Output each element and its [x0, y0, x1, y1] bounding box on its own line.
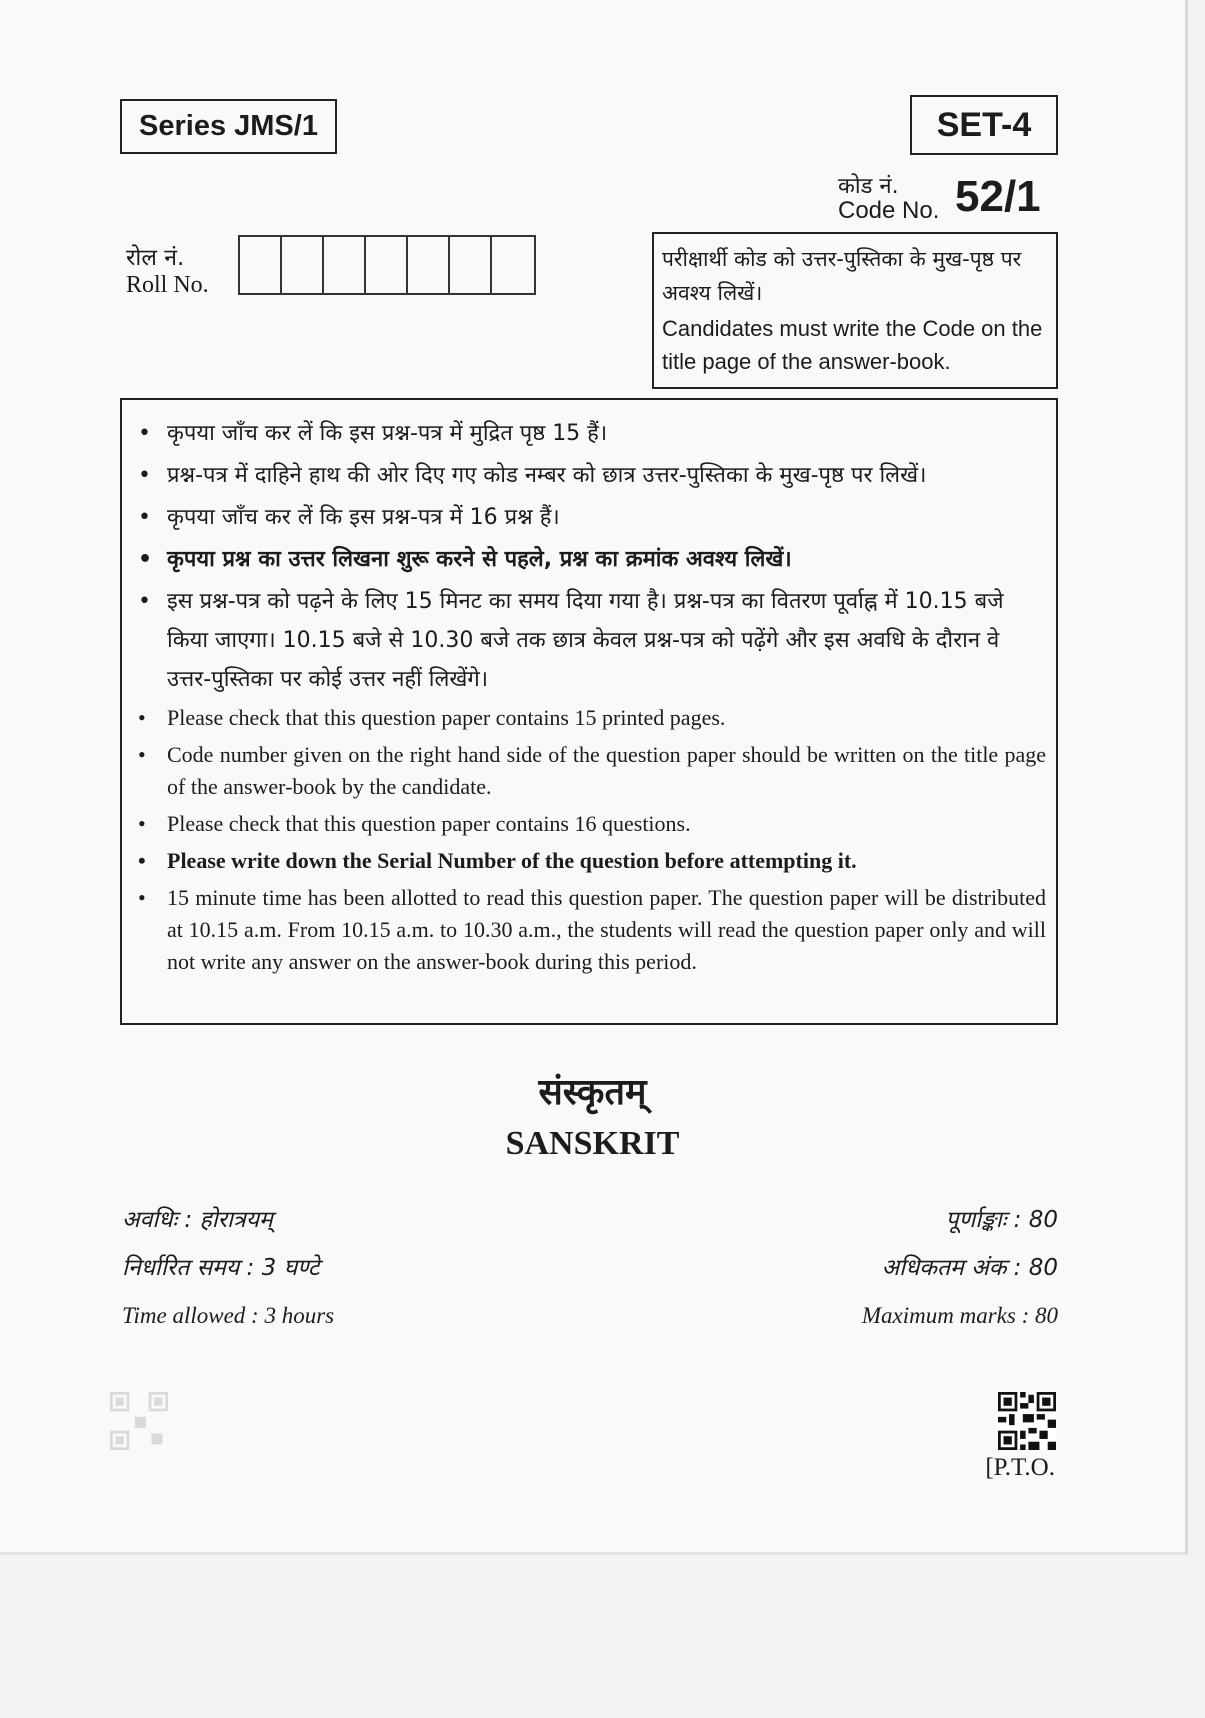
subject-title-sanskrit: संस्कृतम्	[538, 1072, 647, 1113]
code-number: 52/1	[955, 172, 1041, 221]
duration-sanskrit: अवधिः : होरात्रयम्	[122, 1207, 273, 1233]
faint-qr-code-icon	[110, 1392, 168, 1450]
instruction-hindi-5: • इस प्रश्न-पत्र को पढ़ने के लिए 15 मिनट का समय दिया गया है। प्रश्न-पत्र का वितरण पूर्वाह्न में 10.15 बजे किया जाएगा। 10.15 बजे से 10.30 बजे तक छात्र केवल प्रश्न-पत्र को पढ़ेंगे और इस अवधि के दौरान वे उत्तर-पुस्तिका पर कोई उत्तर नहीं लिखेंगे।	[136, 582, 1046, 699]
instructions-list	[136, 414, 1046, 978]
roll-number-cell[interactable]	[366, 237, 408, 293]
code-label-hindi: कोड नं.	[838, 174, 899, 199]
candidate-note-hindi: परीक्षार्थी कोड को उत्तर-पुस्तिका के मुख-पृष्ठ पर अवश्य लिखें।	[662, 247, 1022, 305]
instruction-english-3: • Please check that this question paper contains 16 questions.	[136, 808, 1046, 840]
series-label: Series JMS/1	[120, 99, 337, 154]
candidate-code-note	[652, 232, 1058, 389]
roll-number-cell[interactable]	[492, 237, 534, 293]
roll-label-english: Roll No.	[126, 272, 209, 298]
roll-number-boxes[interactable]	[238, 235, 536, 295]
time-hindi: निर्धारित समय : 3 घण्टे	[122, 1255, 320, 1281]
time-english: Time allowed : 3 hours	[122, 1303, 335, 1328]
roll-number-cell[interactable]	[408, 237, 450, 293]
time-info	[122, 1196, 334, 1340]
instruction-english-1: • Please check that this question paper contains 15 printed pages.	[136, 702, 1046, 734]
marks-info	[862, 1196, 1058, 1340]
instruction-hindi-3: • कृपया जाँच कर लें कि इस प्रश्न-पत्र में 16 प्रश्न हैं।	[136, 498, 1046, 537]
qr-code-icon	[998, 1392, 1056, 1450]
instruction-english-5: • 15 minute time has been allotted to read this question paper. The question paper will be distributed at 10.15 a.m. From 10.15 a.m. to 10.30 a.m., the students will read the question paper only and will not write any answer on the answer-book during this period.	[136, 882, 1046, 978]
instruction-english-4: • Please write down the Serial Number of the question before attempting it.	[136, 845, 1046, 877]
marks-sanskrit: पूर्णाङ्काः : 80	[945, 1207, 1058, 1233]
roll-number-cell[interactable]	[240, 237, 282, 293]
instruction-hindi-2: • प्रश्न-पत्र में दाहिने हाथ की ओर दिए गए कोड नम्बर को छात्र उत्तर-पुस्तिका के मुख-पृष्ठ पर लिखें।	[136, 456, 1046, 495]
candidate-note-english: Candidates must write the Code on the title page of the answer-book.	[662, 316, 1043, 374]
code-label-english: Code No.	[838, 197, 940, 224]
roll-label-hindi: रोल नं.	[126, 245, 185, 271]
instruction-hindi-4: • कृपया प्रश्न का उत्तर लिखना शुरू करने से पहले, प्रश्न का क्रमांक अवश्य लिखें।	[136, 540, 1046, 579]
please-turn-over: [P.T.O.	[985, 1454, 1055, 1481]
instruction-english-2: • Code number given on the right hand side of the question paper should be written on the title page of the answer-book by the candidate.	[136, 739, 1046, 803]
set-label: SET-4	[910, 95, 1058, 155]
instruction-hindi-1: • कृपया जाँच कर लें कि इस प्रश्न-पत्र में मुद्रित पृष्ठ 15 हैं।	[136, 414, 1046, 453]
marks-english: Maximum marks : 80	[861, 1303, 1058, 1328]
subject-title-english: SANSKRIT	[505, 1125, 680, 1162]
instructions-box	[120, 398, 1058, 1025]
roll-number-cell[interactable]	[324, 237, 366, 293]
roll-number-cell[interactable]	[282, 237, 324, 293]
roll-number-cell[interactable]	[450, 237, 492, 293]
marks-hindi: अधिकतम अंक : 80	[881, 1255, 1058, 1281]
